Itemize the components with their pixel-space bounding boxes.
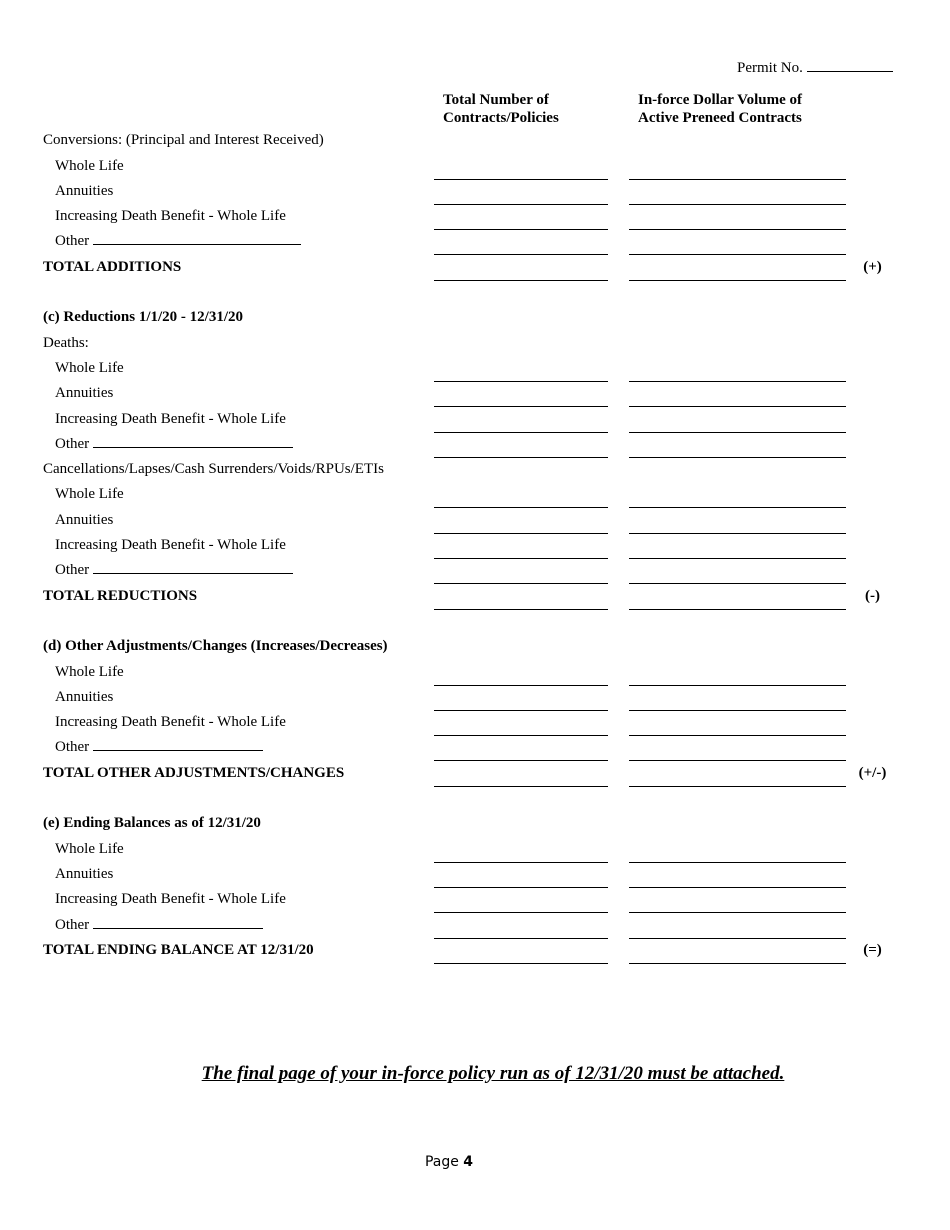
form-row <box>0 736 950 761</box>
row-label-text: Whole Life <box>55 157 124 174</box>
operation-symbol: (+/-) <box>858 764 887 781</box>
row-label <box>43 765 344 782</box>
row-label <box>43 588 197 605</box>
form-row <box>0 154 950 179</box>
row-label <box>55 512 113 529</box>
row-label <box>55 158 124 175</box>
form-row <box>0 787 950 838</box>
row-label-text: (d) Other Adjustments/Changes (Increases/Decreases) <box>43 638 388 655</box>
other-description-field[interactable] <box>93 915 263 929</box>
form-row <box>0 205 950 230</box>
row-label-text: TOTAL OTHER ADJUSTMENTS/CHANGES <box>43 764 345 781</box>
row-label <box>55 183 113 200</box>
form-row <box>0 863 950 888</box>
form-row <box>0 458 950 483</box>
row-label-text: Other <box>55 562 90 579</box>
column-header-dollar-volume <box>638 91 802 127</box>
row-label-text: Whole Life <box>55 840 124 857</box>
row-label-text: Whole Life <box>55 663 124 680</box>
form-row <box>0 559 950 584</box>
form-row <box>0 888 950 913</box>
row-label <box>55 486 124 503</box>
form-row <box>0 382 950 407</box>
form-row <box>0 711 950 736</box>
form-row <box>0 534 950 559</box>
permit-number-field[interactable] <box>807 57 893 72</box>
row-label-text: Increasing Death Benefit - Whole Life <box>55 714 286 731</box>
form-rows <box>0 129 950 964</box>
row-label-text: Cancellations/Lapses/Cash Surrenders/Voids/RPUs/ETIs <box>43 461 384 478</box>
form-row <box>0 281 950 332</box>
form-row <box>0 610 950 661</box>
form-row <box>0 660 950 685</box>
form-row <box>0 837 950 862</box>
row-label-text: Annuities <box>55 182 114 199</box>
operation-symbol: (+) <box>863 258 882 275</box>
form-row <box>0 407 950 432</box>
form-row <box>0 255 950 280</box>
row-label-text: Other <box>55 233 90 250</box>
row-label-text: Annuities <box>55 385 114 402</box>
row-label <box>43 132 324 149</box>
row-label-text: (c) Reductions 1/1/20 - 12/31/20 <box>43 309 243 326</box>
row-label <box>55 737 263 756</box>
row-label-text: Annuities <box>55 511 114 528</box>
row-label-text: Conversions: (Principal and Interest Received) <box>43 132 324 149</box>
form-row <box>0 913 950 938</box>
other-description-field[interactable] <box>93 560 293 574</box>
row-label-text: Other <box>55 916 90 933</box>
form-row <box>0 686 950 711</box>
row-label <box>55 360 124 377</box>
row-label <box>43 335 89 352</box>
row-label <box>55 385 113 402</box>
row-label-text: TOTAL REDUCTIONS <box>43 587 198 604</box>
attachment-notice: The final page of your in-force policy run as of 12/31/20 must be attached. <box>201 1063 785 1084</box>
column-header-dollar-volume-line2: Active Preneed Contracts <box>638 110 802 126</box>
permit-label: Permit No. <box>737 60 803 76</box>
row-label-text: Other <box>55 435 90 452</box>
row-label-text: TOTAL ENDING BALANCE AT 12/31/20 <box>43 941 314 958</box>
page-number-value: 4 <box>463 1154 474 1170</box>
row-label-text: TOTAL ADDITIONS <box>43 258 182 275</box>
row-label-text: Whole Life <box>55 486 124 503</box>
row-label <box>55 231 301 250</box>
row-label <box>55 866 113 883</box>
row-label <box>43 638 388 655</box>
column-header-contracts-line2: Contracts/Policies <box>443 110 559 126</box>
column-header-dollar-volume-line1: In-force Dollar Volume of <box>638 92 803 108</box>
form-row <box>0 433 950 458</box>
row-label <box>55 560 293 579</box>
row-label-text: Deaths: <box>43 334 89 351</box>
form-row <box>0 761 950 786</box>
row-label <box>43 942 314 959</box>
form-row <box>0 584 950 609</box>
row-label <box>55 208 286 225</box>
form-row <box>0 483 950 508</box>
row-label-text: Whole Life <box>55 359 124 376</box>
row-label <box>43 259 181 276</box>
row-label <box>55 537 286 554</box>
column-header-contracts-line1: Total Number of <box>443 92 549 108</box>
operation-symbol: (=) <box>863 941 882 958</box>
row-label <box>43 815 261 832</box>
row-label <box>55 891 286 908</box>
row-label-text: Increasing Death Benefit - Whole Life <box>55 537 286 554</box>
row-label <box>43 461 384 478</box>
row-label-text: (e) Ending Balances as of 12/31/20 <box>43 815 261 832</box>
column-header-contracts <box>443 91 559 127</box>
page-number <box>0 1154 898 1170</box>
dollar-volume-field[interactable] <box>629 963 846 964</box>
row-label-text: Other <box>55 739 90 756</box>
form-row <box>0 939 950 964</box>
row-label <box>55 434 293 453</box>
row-label <box>55 915 263 934</box>
row-label <box>55 411 286 428</box>
row-label-text: Annuities <box>55 865 114 882</box>
row-label <box>55 664 124 681</box>
row-label <box>55 841 124 858</box>
form-row <box>0 129 950 154</box>
row-label <box>55 714 286 731</box>
other-description-field[interactable] <box>93 231 301 245</box>
form-row <box>0 508 950 533</box>
row-label <box>43 309 243 326</box>
row-label-text: Annuities <box>55 688 114 705</box>
contracts-count-field[interactable] <box>434 963 608 964</box>
row-label-text: Increasing Death Benefit - Whole Life <box>55 208 286 225</box>
row-label-text: Increasing Death Benefit - Whole Life <box>55 891 286 908</box>
other-description-field[interactable] <box>93 737 263 751</box>
form-row <box>0 230 950 255</box>
page-label: Page <box>424 1154 459 1170</box>
row-label <box>55 689 113 706</box>
form-row <box>0 331 950 356</box>
other-description-field[interactable] <box>93 434 293 448</box>
permit-number <box>737 57 893 77</box>
form-row <box>0 357 950 382</box>
operation-symbol: (-) <box>865 587 880 604</box>
form-row <box>0 180 950 205</box>
row-label-text: Increasing Death Benefit - Whole Life <box>55 410 286 427</box>
